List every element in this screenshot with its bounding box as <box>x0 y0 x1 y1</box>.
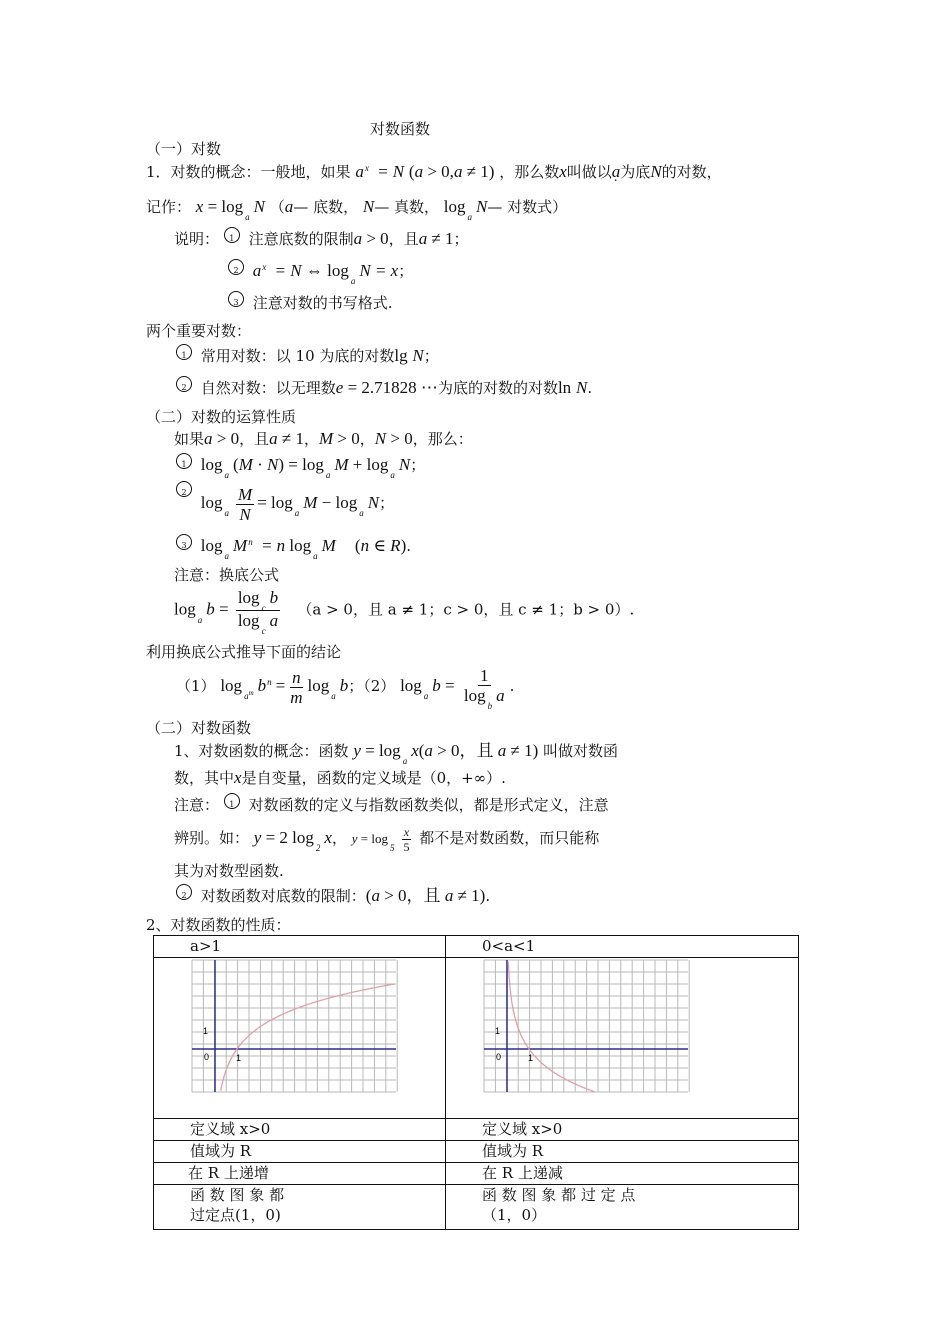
circled-number-icon: 2 <box>176 376 192 392</box>
text: . <box>587 379 593 397</box>
text: — 真数， <box>374 198 439 216</box>
text: （a > 0，且 a ≠ 1；c > 0，且 c ≠ 1；b > 0）. <box>297 600 635 619</box>
text: 注意对数的书写格式. <box>252 294 393 312</box>
circled-number-icon: 3 <box>176 534 192 550</box>
text: — 底数， <box>293 198 359 216</box>
change-label: 注意：换底公式 <box>174 566 280 584</box>
circled-number-icon: 2 <box>228 259 244 275</box>
text: ，且 <box>388 230 419 248</box>
fixed-point-line-2: （1，0） <box>482 1206 547 1224</box>
text: . <box>485 887 491 905</box>
log-curve-increasing <box>221 984 395 1091</box>
notation-line: 记作： $x = \log_aN$ （a— 底数， N— 真数， $\log_aN—$ 对数式） <box>146 197 568 222</box>
label-y-one: 1 <box>495 1026 501 1036</box>
section-logarithm: （一）对数 <box>146 140 222 158</box>
fixed-point-line-1: 函 数 图 象 都 <box>190 1186 285 1204</box>
text: . <box>509 677 515 695</box>
text: 对数函数的定义与指数函数类似，都是形式定义，注意 <box>248 796 609 814</box>
label-x-one: 1 <box>236 1053 242 1063</box>
range-cell: 值域为 R <box>446 1141 799 1163</box>
rule-2: 2 $\log_a$ $\frac{M}{N}$ = $\log_aM - \log_aN$； <box>176 483 394 525</box>
grid <box>192 960 397 1092</box>
graph-decreasing <box>446 958 798 1118</box>
definition-line: 1．对数的概念：一般地，如果 $a^x = N$ (a > 0,a ≠ 1) ，那么数x叫做以a ·为底N的对数， <box>146 162 722 184</box>
text: 都不是对数函数，而只能称 <box>419 829 600 847</box>
circled-number-icon: 1 <box>224 227 240 243</box>
text: 1．对数的概念：一般地，如果 <box>146 163 351 181</box>
circled-number-icon: 3 <box>228 291 244 307</box>
monotonic-cell: 在 R 上递增 <box>154 1163 446 1185</box>
text: ， <box>359 430 375 448</box>
fixed-point-line-2: 过定点(1，0) <box>190 1206 281 1224</box>
text: 自然对数：以无理数 <box>200 379 336 397</box>
text: 如果 <box>174 430 205 448</box>
attention-3: 其为对数型函数. <box>174 862 284 880</box>
important-logs-heading: 两个重要对数： <box>146 322 252 340</box>
text: ； <box>398 262 414 280</box>
text: 辨别。如： <box>174 829 250 847</box>
text: （1） <box>176 677 216 695</box>
grid <box>484 960 689 1092</box>
function-definition-2: 数，其中x是自变量，函数的定义域是（0，+∞）. <box>174 768 506 787</box>
attention-1 <box>174 795 609 815</box>
text: ； <box>379 494 395 512</box>
attention-4: 2 对数函数对底数的限制：(a > 0，且 a ≠ 1). <box>176 886 490 906</box>
fixed-point-cell <box>446 1185 799 1230</box>
domain-cell: 定义域 x>0 <box>154 1119 446 1141</box>
note-1: 说明： 1 注意底数的限制a > 0，且a ≠ 1； <box>174 229 469 248</box>
text: ，且 <box>239 430 270 448</box>
domain-cell: 定义域 x>0 <box>446 1119 799 1141</box>
function-definition: 1、对数函数的概念：函数 $y = \log_ax(a > 0$，且 a ≠ 1) 叫做对数函 <box>174 741 619 766</box>
circled-number-icon: 2 <box>176 884 192 900</box>
text: 为底的对数的对数 <box>437 379 558 397</box>
section-operations: （二）对数的运算性质 <box>146 408 297 426</box>
derived-results: （1） $\log_{a^m} b^n$ = $\frac{n}{m}$ $\log_ab$；（2） $\log_ab$ = $\frac{1}{\log_ba}$ . <box>176 666 515 711</box>
text: 1、对数函数的概念：函数 <box>174 742 349 760</box>
text: ； <box>453 230 469 248</box>
rule-1: 1 $\log_a(M \cdot N) = \log_aM + \log_aN$； <box>176 455 425 477</box>
text: ； <box>423 347 439 365</box>
natural-log: 2 自然对数：以无理数e = 2.71828 ⋯为底的对数的对数ln N. <box>176 378 592 398</box>
note-2: 2 $a^x = N$ ⇔ $\log_aN = x$； <box>228 261 413 283</box>
graph-increasing <box>154 958 445 1118</box>
text: ， <box>303 430 319 448</box>
text: 数，其中 <box>174 769 235 787</box>
section-log-function: （二）对数函数 <box>146 719 252 737</box>
page-title: 对数函数 <box>370 120 431 138</box>
text: 记作： <box>146 198 192 216</box>
text: ； <box>410 456 426 474</box>
label-origin: 0 <box>496 1052 502 1062</box>
graph-increasing-cell <box>154 958 446 1119</box>
text: 是自变量，函数的定义域是（0，+∞）. <box>241 769 506 787</box>
properties-table <box>153 935 799 1230</box>
text: 为底 <box>620 163 651 181</box>
label-origin: 0 <box>204 1052 210 1062</box>
header-a-gt-1: a>1 <box>154 936 446 958</box>
label-y-one: 1 <box>203 1026 209 1036</box>
change-of-base: $\log_ab$ = $\frac{\log_cb}{\log_ca}$ （a > 0，且 a ≠ 1；c > 0，且 c ≠ 1；b > 0）. <box>174 588 635 636</box>
range-cell: 值域为 R <box>154 1141 446 1163</box>
circled-number-icon: 2 <box>176 481 192 497</box>
note-3 <box>228 293 393 313</box>
attention-2: 辨别。如： y = 2 $\log_2x$， $y = \log_5$ $\frac{x}{5}$ 都不是对数函数，而只能称 <box>174 824 600 854</box>
text: 叫做以 <box>566 163 612 181</box>
text: 的对数， <box>661 163 722 181</box>
text: 叫做对数函 <box>543 742 619 760</box>
text: ，那么： <box>412 430 473 448</box>
text: ；（2） <box>348 677 396 695</box>
conditions-line: 如果a > 0，且a ≠ 1，M > 0，N > 0，那么： <box>174 429 473 448</box>
fixed-point-line-1: 函 数 图 象 都 过 定 点 <box>482 1186 636 1204</box>
label-x-one: 1 <box>528 1053 534 1063</box>
graph-decreasing-cell <box>446 958 799 1119</box>
text: 注意底数的限制 <box>248 230 354 248</box>
circled-number-icon: 1 <box>224 793 240 809</box>
text: 注意： <box>174 796 220 814</box>
monotonic-cell: 在 R 上递减 <box>446 1163 799 1185</box>
text: 说明： <box>174 230 220 248</box>
fixed-point-cell <box>154 1185 446 1230</box>
common-log: 1 常用对数：以 10 为底的对数lg N； <box>176 346 439 366</box>
rule-3: 3 $\log_aM^n = n$ $\log_aM$ (n ∈ R). <box>176 536 411 558</box>
derive-heading: 利用换底公式推导下面的结论 <box>146 643 342 661</box>
header-a-lt-1: 0<a<1 <box>446 936 799 958</box>
text: 常用对数：以 10 为底的对数 <box>200 347 395 365</box>
circled-number-icon: 1 <box>176 453 192 469</box>
text: （ <box>269 198 285 216</box>
section-properties: 2、对数函数的性质： <box>146 916 291 934</box>
log-curve-decreasing <box>508 962 594 1092</box>
text: ，那么数 <box>499 163 560 181</box>
text: — 对数式） <box>487 198 568 216</box>
text: . <box>406 537 412 555</box>
circled-number-icon: 1 <box>176 344 192 360</box>
text: 对数函数对底数的限制： <box>200 887 366 905</box>
